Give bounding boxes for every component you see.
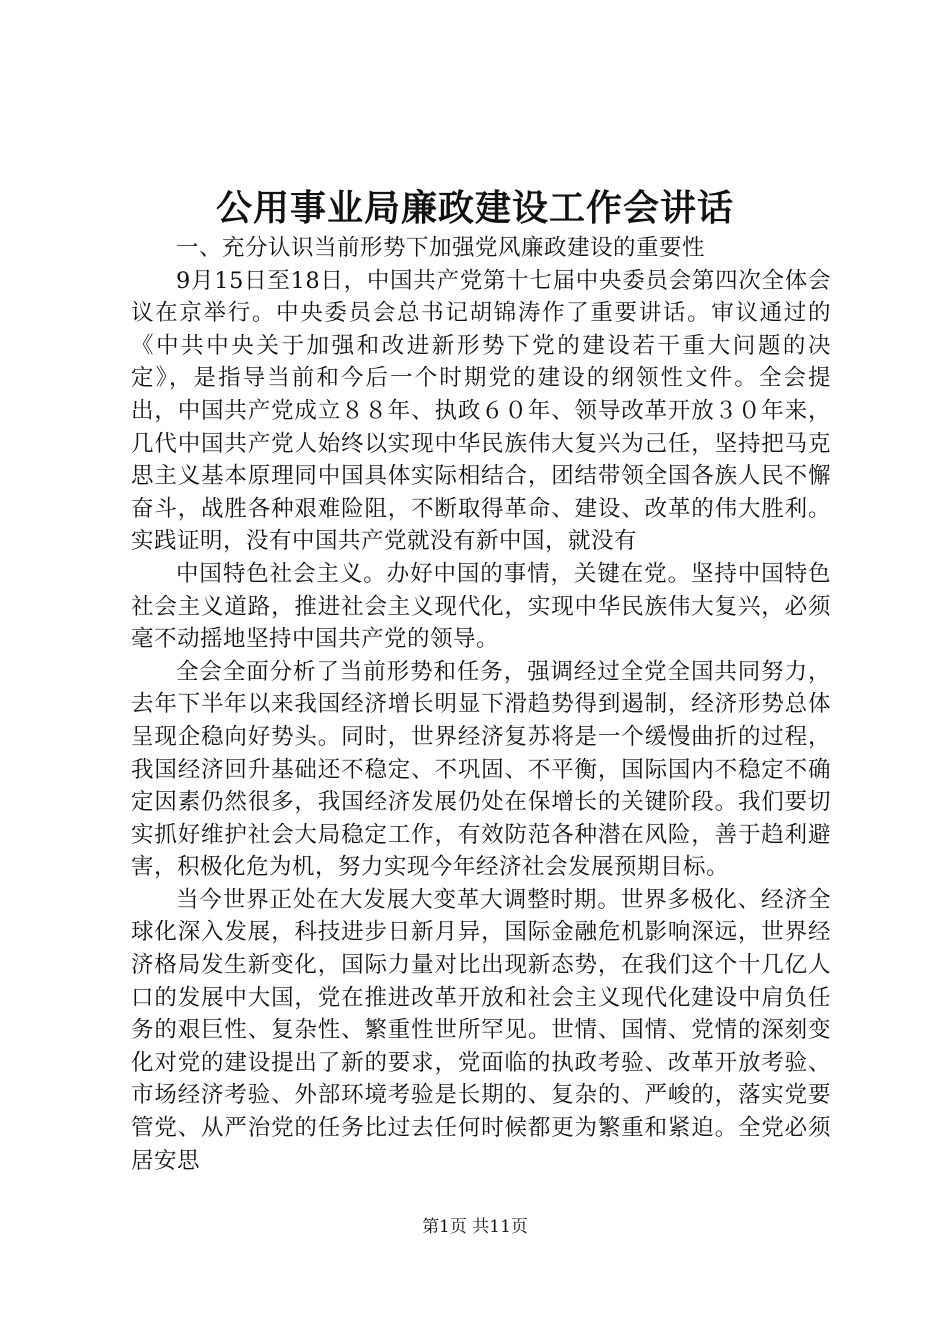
paragraph: 9月15日至18日，中国共产党第十七届中央委员会第四次全体会议在京举行。中央委员会总书记胡锦涛作了重要讲话。审议通过的《中共中央关于加强和改进新形势下党的建设若干重大问题的决定》，是指导当前和今后一个时期党的建设的纲领性文件。全会提出，中国共产党成立８８年、执政６０年、领导改革开放３０年来，几代中国共产党人始终以实现中华民族伟大复兴为己任，坚持把马克思主义基本原理同中国具体实际相结合，团结带领全国各族人民不懈奋斗，战胜各种艰难险阻，不断取得革命、建设、改革的伟大胜利。实践证明，没有中国共产党就没有新中国，就没有 (131, 267, 831, 555)
page-footer: 第1页 共11页 (422, 1217, 528, 1237)
paragraph: 全会全面分析了当前形势和任务，强调经过全党全国共同努力，去年下半年以来我国经济增长明显下滑趋势得到遏制，经济形势总体呈现企稳向好势头。同时，世界经济复苏将是一个缓慢曲折的过程，我国经济回升基础还不稳定、不巩固、不平衡，国际国内不稳定不确定因素仍然很多，我国经济发展仍处在保增长的关键阶段。我们要切实抓好维护社会大局稳定工作，有效防范各种潜在风险，善于趋利避害，积极化危为机，努力实现今年经济社会发展预期目标。 (131, 658, 831, 881)
document-body (131, 232, 831, 1177)
document-title: 公用事业局廉政建设工作会讲话 (215, 187, 734, 229)
section-heading: 一、充分认识当前形势下加强党风廉政建设的重要性 (176, 235, 706, 261)
paragraph: 中国特色社会主义。办好中国的事情，关键在党。坚持中国特色社会主义道路，推进社会主义现代化，实现中华民族伟大复兴，必须毫不动摇地坚持中国共产党的领导。 (131, 560, 831, 653)
paragraph: 当今世界正处在大发展大变革大调整时期。世界多极化、经济全球化深入发展，科技进步日新月异，国际金融危机影响深远，世界经济格局发生新变化，国际力量对比出现新态势，在我们这个十几亿人口的发展中大国，党在推进改革开放和社会主义现代化建设中肩负任务的艰巨性、复杂性、繁重性世所罕见。世情、国情、党情的深刻变化对党的建设提出了新的要求，党面临的执政考验、改革开放考验、市场经济考验、外部环境考验是长期的、复杂的、严峻的，落实党要管党、从严治党的任务比过去任何时候都更为繁重和紧迫。全党必须居安思 (131, 886, 831, 1174)
